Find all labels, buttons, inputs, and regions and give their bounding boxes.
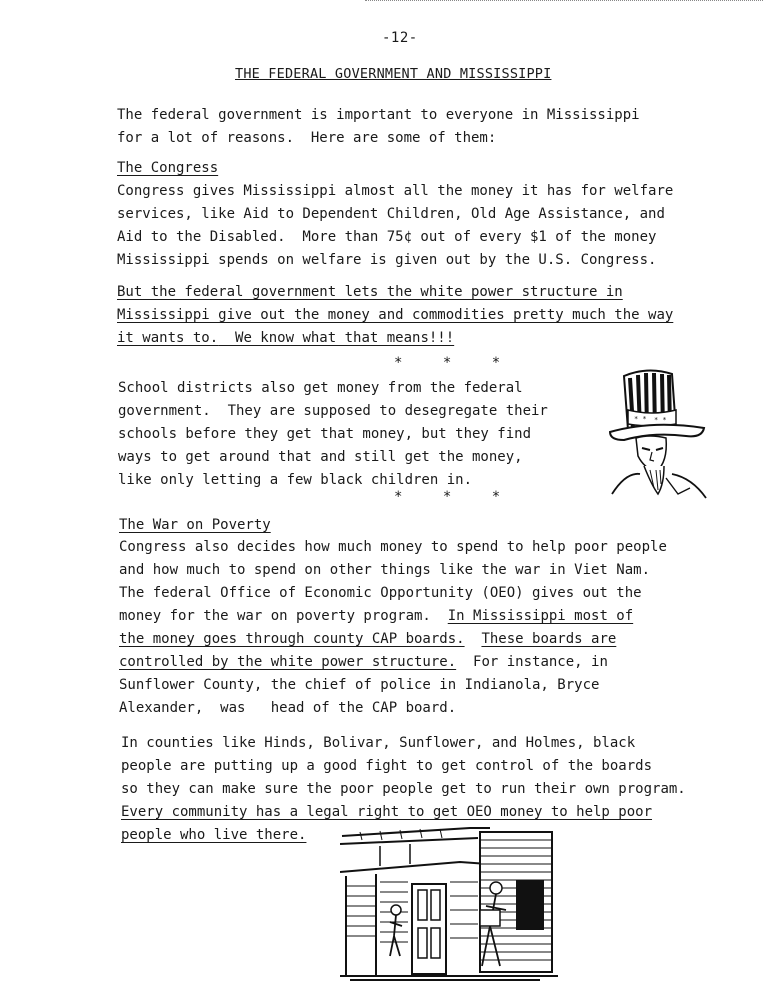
- emphasis-line-last: [117, 327, 673, 350]
- war-on-poverty-paragraph: [119, 536, 667, 720]
- poverty-text: money for the war on poverty program.: [119, 608, 448, 624]
- intro-paragraph: [117, 104, 640, 150]
- intro-line: The federal government is important to everyone in Mississippi: [117, 107, 640, 123]
- page-title: THE FEDERAL GOVERNMENT AND MISSISSIPPI: [235, 66, 552, 82]
- schools-line: ways to get around that and still get the money,: [118, 449, 523, 465]
- emphasis-line: But the federal government lets the white power structure in: [117, 284, 623, 300]
- svg-text:* *: * *: [634, 415, 647, 423]
- schools-line: government. They are supposed to desegregate their: [118, 403, 548, 419]
- poverty-line: Sunflower County, the chief of police in Indianola, Bryce: [119, 677, 600, 693]
- poverty-underlined: the money goes through county CAP boards.: [119, 631, 465, 647]
- congress-line: Mississippi spends on welfare is given out by the U.S. Congress.: [117, 252, 657, 268]
- counties-line: people are putting up a good fight to get control of the boards: [121, 758, 653, 774]
- poverty-underlined: These boards are: [481, 631, 617, 647]
- counties-underlined-line: people who live there.: [121, 827, 307, 843]
- congress-heading: The Congress: [117, 160, 219, 176]
- congress-line: Congress gives Mississippi almost all the money it has for welfare: [117, 183, 674, 199]
- poverty-text: For instance, in: [456, 654, 608, 670]
- intro-line: for a lot of reasons. Here are some of them:: [117, 130, 497, 146]
- poverty-line: Congress also decides how much money to spend to help poor people: [119, 539, 667, 555]
- schools-paragraph: [118, 377, 548, 492]
- congress-paragraph: [117, 180, 673, 272]
- counties-line: In counties like Hinds, Bolivar, Sunflower, and Holmes, black: [121, 735, 636, 751]
- war-on-poverty-heading: The War on Poverty: [119, 517, 271, 533]
- svg-text:* *: * *: [654, 416, 667, 424]
- emphasis-underlined: it wants to.: [117, 330, 219, 346]
- poverty-line: Alexander, was head of the CAP board.: [119, 700, 457, 716]
- emphasis-tail: We know what that means!!!: [218, 330, 455, 346]
- counties-line: so they can make sure the poor people get to run their own program.: [121, 781, 686, 797]
- page-number: -12-: [382, 30, 418, 46]
- emphasis-line: Mississippi give out the money and commodities pretty much the way: [117, 307, 674, 323]
- separator-stars: * * *: [394, 355, 517, 371]
- schools-line: schools before they get that money, but they find: [118, 426, 532, 442]
- schools-line: like only letting a few black children in.: [118, 472, 473, 488]
- congress-line: Aid to the Disabled. More than 75¢ out of every $1 of the money: [117, 229, 657, 245]
- congress-emphasis: [117, 281, 673, 350]
- poverty-gap: [465, 631, 482, 647]
- separator-stars: * * *: [394, 489, 517, 505]
- poverty-line: [119, 651, 667, 674]
- poverty-underlined: In Mississippi most of: [447, 608, 634, 624]
- shack-illustration-icon: [340, 826, 558, 982]
- counties-underlined-line: Every community has a legal right to get OEO money to help poor: [121, 804, 653, 820]
- poverty-line: [119, 605, 667, 628]
- uncle-sam-icon: [606, 366, 708, 500]
- poverty-underlined: controlled by the white power structure.: [119, 654, 457, 670]
- poverty-line: [119, 628, 667, 651]
- schools-line: School districts also get money from the federal: [118, 380, 523, 396]
- congress-line: services, like Aid to Dependent Children, Old Age Assistance, and: [117, 206, 665, 222]
- poverty-line: and how much to spend on other things like the war in Viet Nam.: [119, 562, 651, 578]
- top-dotted-rule: [365, 0, 763, 1]
- poverty-line: The federal Office of Economic Opportunity (OEO) gives out the: [119, 585, 642, 601]
